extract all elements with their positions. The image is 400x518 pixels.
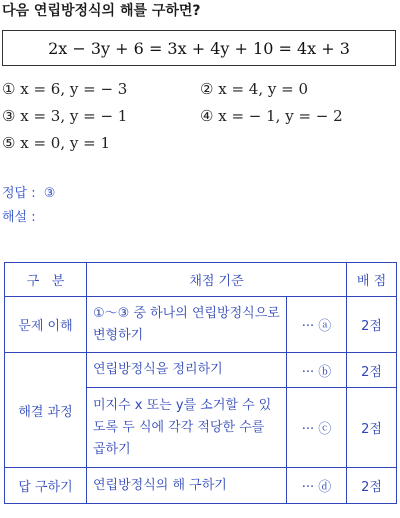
option-mark: ⑤ — [2, 134, 16, 152]
row-points: 2점 — [347, 388, 397, 468]
option-mark: ④ — [200, 107, 214, 125]
row-category: 문제 이해 — [5, 297, 87, 353]
row-criteria: ①～③ 중 하나의 연립방정식으로 변형하기 — [87, 297, 287, 353]
option-text: x = 6, y = − 3 — [20, 80, 128, 98]
equation: 2x − 3y + 6 = 3x + 4y + 10 = 4x + 3 — [48, 38, 350, 58]
scoring-rubric-table — [4, 262, 397, 504]
option-3[interactable] — [2, 107, 127, 125]
table-row — [5, 468, 397, 504]
row-criteria: 연립방정식의 해 구하기 — [87, 468, 287, 504]
row-category: 답 구하기 — [5, 468, 87, 504]
row-points: 2점 — [347, 353, 397, 388]
answer-line — [2, 186, 55, 202]
row-points: 2점 — [347, 468, 397, 504]
explanation-line — [2, 210, 40, 226]
row-code: ··· ⓒ — [287, 388, 347, 468]
table-row — [5, 353, 397, 388]
option-text: x = 4, y = 0 — [218, 80, 308, 98]
question-text: 다음 연립방정식의 해를 구하면? — [2, 3, 201, 19]
option-2[interactable] — [200, 80, 308, 98]
option-mark: ① — [2, 80, 16, 98]
row-code: ··· ⓐ — [287, 297, 347, 353]
row-criteria: 연립방정식을 정리하기 — [87, 353, 287, 388]
equation-box — [2, 30, 396, 66]
row-points: 2점 — [347, 297, 397, 353]
answer-label: 정답 : — [2, 186, 36, 201]
header-criteria: 채점 기준 — [87, 263, 347, 297]
header-category: 구 분 — [5, 263, 87, 297]
option-5[interactable] — [2, 134, 110, 152]
row-code: ··· ⓑ — [287, 353, 347, 388]
option-4[interactable] — [200, 107, 343, 125]
row-code: ··· ⓓ — [287, 468, 347, 504]
table-header-row — [5, 263, 397, 297]
row-criteria: 미지수 x 또는 y를 소거할 수 있도록 두 식에 각각 적당한 수를 곱하기 — [87, 388, 287, 468]
option-text: x = 3, y = − 1 — [20, 107, 128, 125]
option-1[interactable] — [2, 80, 127, 98]
explanation-label: 해설 : — [2, 210, 36, 225]
header-points: 배 점 — [347, 263, 397, 297]
answer-value: ③ — [43, 186, 56, 201]
row-category: 해결 과정 — [5, 353, 87, 468]
option-mark: ③ — [2, 107, 16, 125]
option-mark: ② — [200, 80, 214, 98]
table-row — [5, 297, 397, 353]
option-text: x = 0, y = 1 — [20, 134, 110, 152]
option-text: x = − 1, y = − 2 — [218, 107, 343, 125]
